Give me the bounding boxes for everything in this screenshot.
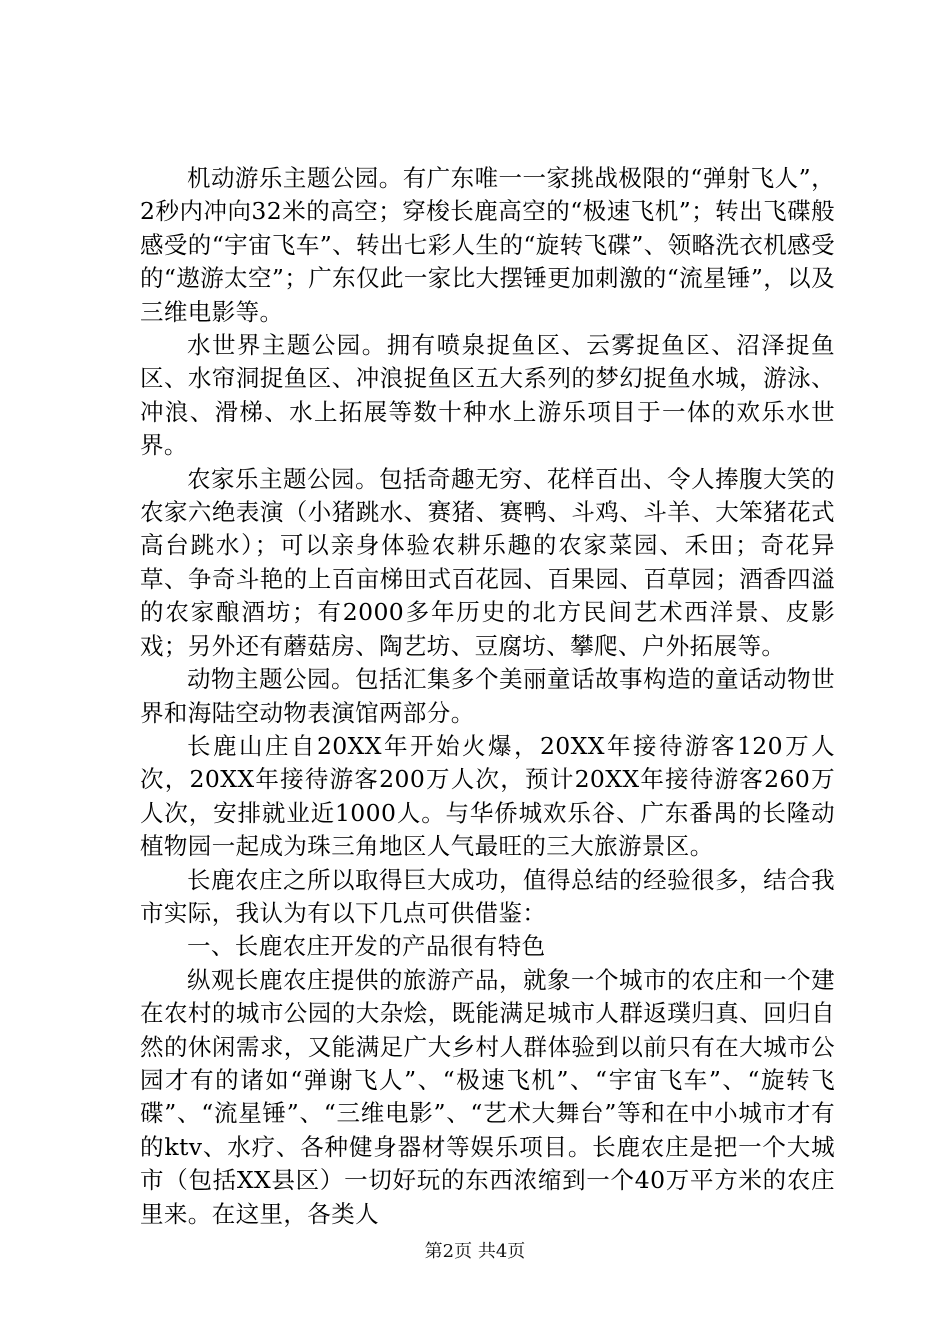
paragraph-mechanical-park: 机动游乐主题公园。有广东唯一一家挑战极限的“弹射飞人”，2秒内冲向32米的高空；穿梭长鹿高空的“极速飞机”；转出飞碟般感受的“宇宙飞车”、转出七彩人生的“旋转飞碟”、领略洗衣机感受的“遨游太空”；广东仅此一家比大摆锤更加刺激的“流星锤”，以及三维电影等。 [140,164,835,326]
paragraph-products-overview: 纵观长鹿农庄提供的旅游产品，就象一个城市的农庄和一个建在农村的城市公园的大杂烩，既能满足城市人群返璞归真、回归自然的休闲需求，又能满足广大乡村人群体验到以前只有在大城市公园才有的诸如“弹谢飞人”、“极速飞机”、“宇宙飞车”、“旋转飞碟”、“流星锤”、“三维电影”、“艺术大舞台”等和在中小城市才有的ktv、水疗、各种健身器材等娱乐项目。长鹿农庄是把一个大城市（包括XX县区）一切好玩的东西浓缩到一个40万平方米的农庄里来。在这里，各类人 [140,965,835,1228]
paragraph-lessons-intro: 长鹿农庄之所以取得巨大成功，值得总结的经验很多，结合我市实际，我认为有以下几点可供借鉴： [140,865,835,927]
paragraph-visitor-stats: 长鹿山庄自20XX年开始火爆，20XX年接待游客120万人次，20XX年接待游客200万人次，预计20XX年接待游客260万人次，安排就业近1000人。与华侨城欢乐谷、广东番禺的长隆动植物园一起成为珠三角地区人气最旺的三大旅游景区。 [140,731,835,861]
section-heading: 一、长鹿农庄开发的产品很有特色 [187,932,546,961]
paragraph-animal-park: 动物主题公园。包括汇集多个美丽童话故事构造的童话动物世界和海陆空动物表演馆两部分。 [140,665,835,727]
page-footer: 第2页 共4页 [424,1241,526,1262]
paragraph-water-park: 水世界主题公园。拥有喷泉捉鱼区、云雾捉鱼区、沼泽捉鱼区、水帘洞捉鱼区、冲浪捉鱼区五大系列的梦幻捉鱼水城，游泳、冲浪、滑梯、水上拓展等数十种水上游乐项目于一体的欢乐水世界。 [140,331,835,460]
paragraph-farm-park: 农家乐主题公园。包括奇趣无穷、花样百出、令人捧腹大笑的农家六绝表演（小猪跳水、赛猪、赛鸭、斗鸡、斗羊、大笨猪花式高台跳水）；可以亲身体验农耕乐趣的农家菜园、禾田；奇花异草、争奇斗艳的上百亩梯田式百花园、百果园、百草园；酒香四溢的农家酿酒坊；有2000多年历史的北方民间艺术西洋景、皮影戏；另外还有蘑菇房、陶艺坊、豆腐坊、攀爬、户外拓展等。 [140,464,835,660]
document-body [140,162,835,1231]
